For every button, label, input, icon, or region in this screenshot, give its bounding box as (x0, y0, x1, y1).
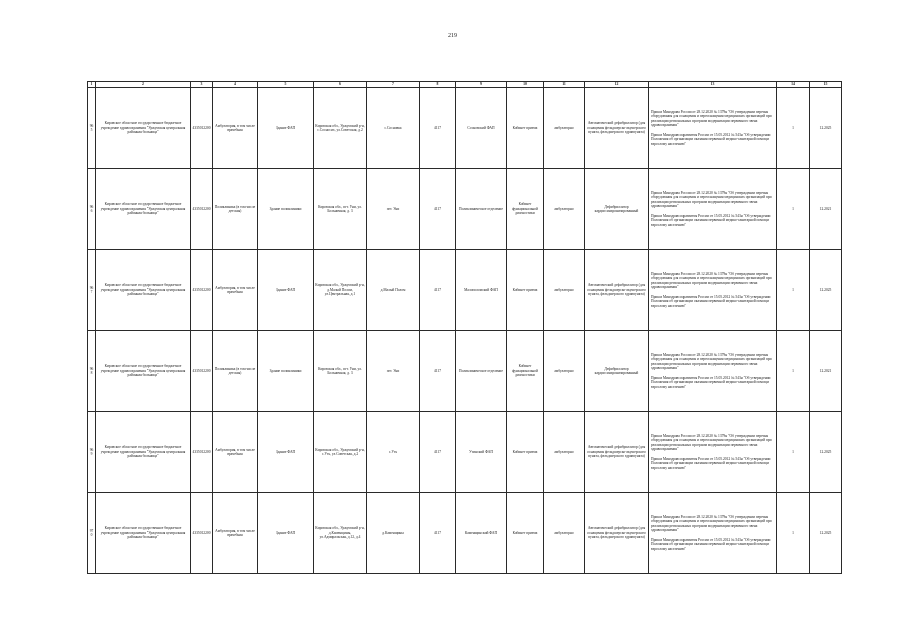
code-cell: 4117 (420, 331, 456, 412)
row-number-cell: 970 (88, 493, 96, 574)
address-cell: Кировская обл., Уржумский р-н, с.Сосносих, ул.Советская, д.2 (314, 88, 367, 169)
subdivision-type-cell: Поликлиника (в том числе детская) (213, 331, 258, 412)
structural-unit-cell: Каменщинский ФАП (456, 493, 507, 574)
care-form-cell: амбулаторно (544, 250, 585, 331)
date-cell: 12.2021 (810, 331, 842, 412)
legal-reference: Приказ Минздравсоцразвития России от 15.05.2012 № 543н "Об утверждении Положения об организации оказания первичной медико-санитарной помощи взрослому населению" (651, 132, 771, 146)
table-row (88, 412, 842, 493)
inn-cell: 4335012200 (191, 331, 213, 412)
care-form-cell: амбулаторно (544, 412, 585, 493)
structural-unit-cell: Утинский ФАП (456, 412, 507, 493)
table-row (88, 88, 842, 169)
equipment-cell: Дефибриллятор кардиосинхронизированный (585, 331, 649, 412)
locality-cell: с.Сосновка (367, 88, 420, 169)
legal-reference: Приказ Минздрава России от 28.12.2020 № 1379н "Об утверждении перечня оборудования для оснащения и переоснащения медицинских организаций при реализации региональных программ модернизации первичного звена здравоохранения" (651, 433, 772, 452)
legal-reference: Приказ Минздравсоцразвития России от 15.05.2012 № 543н "Об утверждении Положения об организации оказания первичной медико-санитарной помощи взрослому населению" (651, 213, 771, 227)
equipment-register-table (87, 81, 842, 574)
locality-cell: д.Малый Полом (367, 250, 420, 331)
legal-reference: Приказ Минздрава России от 28.12.2020 № 1379н "Об утверждении перечня оборудования для оснащения и переоснащения медицинских организаций при реализации региональных программ модернизации первичного звена здравоохранения" (651, 271, 772, 290)
care-form-cell: амбулаторно (544, 88, 585, 169)
structural-unit-cell: Малополомский ФАП (456, 250, 507, 331)
legal-basis-cell (649, 169, 777, 250)
row-number-cell: 967 (88, 250, 96, 331)
inn-cell: 4335012200 (191, 88, 213, 169)
date-cell: 12.2025 (810, 250, 842, 331)
room-cell: Кабинет приема (507, 88, 544, 169)
table-row (88, 331, 842, 412)
date-cell: 12.2021 (810, 169, 842, 250)
organization-cell: Кировское областное государственное бюджетное учреждение здравоохранения "Уржумская центральная районная больница" (96, 250, 191, 331)
column-header: 9 (456, 82, 507, 88)
quantity-cell: 1 (777, 88, 810, 169)
locality-cell: с.Уть (367, 412, 420, 493)
row-number-cell: 965 (88, 88, 96, 169)
subdivision-type-cell: Поликлиника (в том числе детская) (213, 169, 258, 250)
row-number-cell: 968 (88, 331, 96, 412)
legal-reference: Приказ Минздрава России от 28.12.2020 № 1379н "Об утверждении перечня оборудования для оснащения и переоснащения медицинских организаций при реализации региональных программ модернизации первичного звена здравоохранения" (651, 514, 772, 533)
structural-unit-cell: Сосновский ФАП (456, 88, 507, 169)
subdivision-type-cell: Амбулатория, в том числе врачебная (213, 493, 258, 574)
column-header: 5 (258, 82, 314, 88)
equipment-cell: Дефибриллятор кардиосинхронизированный (585, 169, 649, 250)
room-cell: Кабинет приема (507, 412, 544, 493)
building-cell: Здание ФАП (258, 250, 314, 331)
legal-basis-cell (649, 412, 777, 493)
column-header: 4 (213, 82, 258, 88)
address-cell: Кировская обл., Уржумский р-н, д.Малый Полом, ул.Центральная, д.1 (314, 250, 367, 331)
inn-cell: 4335012200 (191, 412, 213, 493)
code-cell: 4117 (420, 412, 456, 493)
inn-cell: 4335012200 (191, 493, 213, 574)
legal-reference: Приказ Минздравсоцразвития России от 15.05.2012 № 543н "Об утверждении Положения об организации оказания первичной медико-санитарной помощи взрослому населению" (651, 456, 771, 470)
quantity-cell: 1 (777, 250, 810, 331)
room-cell: Кабинет приема (507, 250, 544, 331)
date-cell: 12.2025 (810, 493, 842, 574)
equipment-cell: Автоматический дефибриллятор (для оснащения фельдшерско-акушерского пункта, фельдшерского здравпункта) (585, 88, 649, 169)
column-header: 1 (88, 82, 96, 88)
organization-cell: Кировское областное государственное бюджетное учреждение здравоохранения "Уржумская центральная районная больница" (96, 88, 191, 169)
building-cell: Здание поликлиники (258, 169, 314, 250)
address-cell: Кировская обл., пгт. Уни, ул. Больничная, д. 3 (314, 169, 367, 250)
legal-basis-cell (649, 493, 777, 574)
equipment-cell: Автоматический дефибриллятор (для оснащения фельдшерско-акушерского пункта, фельдшерского здравпункта) (585, 493, 649, 574)
care-form-cell: амбулаторно (544, 493, 585, 574)
inn-cell: 4335012200 (191, 169, 213, 250)
table-body (88, 88, 842, 574)
structural-unit-cell: Поликлиническое отделение (456, 169, 507, 250)
row-number-cell: 966 (88, 169, 96, 250)
date-cell: 12.2025 (810, 412, 842, 493)
code-cell: 4117 (420, 169, 456, 250)
structural-unit-cell: Поликлиническое отделение (456, 331, 507, 412)
code-cell: 4117 (420, 250, 456, 331)
organization-cell: Кировское областное государственное бюджетное учреждение здравоохранения "Уржумская центральная районная больница" (96, 169, 191, 250)
care-form-cell: амбулаторно (544, 169, 585, 250)
room-cell: Кабинет приема (507, 493, 544, 574)
code-cell: 4117 (420, 493, 456, 574)
date-cell: 12.2025 (810, 88, 842, 169)
organization-cell: Кировское областное государственное бюджетное учреждение здравоохранения "Уржумская центральная районная больница" (96, 493, 191, 574)
organization-cell: Кировское областное государственное бюджетное учреждение здравоохранения "Уржумская центральная районная больница" (96, 331, 191, 412)
building-cell: Здание поликлиники (258, 331, 314, 412)
table-row (88, 169, 842, 250)
building-cell: Здание ФАП (258, 88, 314, 169)
locality-cell: пгт. Уни (367, 331, 420, 412)
locality-cell: пгт. Уни (367, 169, 420, 250)
room-cell: Кабинет функциональной диагностики (507, 331, 544, 412)
legal-basis-cell (649, 331, 777, 412)
table-row (88, 250, 842, 331)
quantity-cell: 1 (777, 331, 810, 412)
quantity-cell: 1 (777, 412, 810, 493)
legal-reference: Приказ Минздравсоцразвития России от 15.05.2012 № 543н "Об утверждении Положения об организации оказания первичной медико-санитарной помощи взрослому населению" (651, 375, 771, 389)
quantity-cell: 1 (777, 169, 810, 250)
legal-reference: Приказ Минздравсоцразвития России от 15.05.2012 № 543н "Об утверждении Положения об организации оказания первичной медико-санитарной помощи взрослому населению" (651, 537, 771, 551)
column-header: 14 (777, 82, 810, 88)
column-header: 13 (649, 82, 777, 88)
column-header: 12 (585, 82, 649, 88)
legal-basis-cell (649, 250, 777, 331)
legal-reference: Приказ Минздрава России от 28.12.2020 № 1379н "Об утверждении перечня оборудования для оснащения и переоснащения медицинских организаций при реализации региональных программ модернизации первичного звена здравоохранения" (651, 352, 772, 371)
column-header: 3 (191, 82, 213, 88)
column-header: 8 (420, 82, 456, 88)
column-header: 6 (314, 82, 367, 88)
equipment-cell: Автоматический дефибриллятор (для оснащения фельдшерско-акушерского пункта, фельдшерского здравпункта) (585, 250, 649, 331)
column-header: 15 (810, 82, 842, 88)
page-number: 219 (448, 33, 457, 39)
subdivision-type-cell: Амбулатория, в том числе врачебная (213, 412, 258, 493)
quantity-cell: 1 (777, 493, 810, 574)
locality-cell: д.Каменщины (367, 493, 420, 574)
subdivision-type-cell: Амбулатория, в том числе врачебная (213, 250, 258, 331)
table-row (88, 493, 842, 574)
code-cell: 4117 (420, 88, 456, 169)
care-form-cell: амбулаторно (544, 331, 585, 412)
building-cell: Здание ФАП (258, 493, 314, 574)
legal-reference: Приказ Минздрава России от 28.12.2020 № 1379н "Об утверждении перечня оборудования для оснащения и переоснащения медицинских организаций при реализации региональных программ модернизации первичного звена здравоохранения" (651, 109, 772, 128)
legal-reference: Приказ Минздрава России от 28.12.2020 № 1379н "Об утверждении перечня оборудования для оснащения и переоснащения медицинских организаций при реализации региональных программ модернизации первичного звена здравоохранения" (651, 190, 772, 209)
column-header: 2 (96, 82, 191, 88)
building-cell: Здание ФАП (258, 412, 314, 493)
column-header: 7 (367, 82, 420, 88)
inn-cell: 4335012200 (191, 250, 213, 331)
address-cell: Кировская обл., Уржумский р-н, д.Каменщины, ул.Адмиральская, д.12, д.4 (314, 493, 367, 574)
organization-cell: Кировское областное государственное бюджетное учреждение здравоохранения "Уржумская центральная районная больница" (96, 412, 191, 493)
column-header: 10 (507, 82, 544, 88)
subdivision-type-cell: Амбулатория, в том числе врачебная (213, 88, 258, 169)
equipment-cell: Автоматический дефибриллятор (для оснащения фельдшерско-акушерского пункта, фельдшерского здравпункта) (585, 412, 649, 493)
row-number-cell: 969 (88, 412, 96, 493)
address-cell: Кировская обл., Уржумский р-н, с.Уть, ул.Советская, д.2 (314, 412, 367, 493)
address-cell: Кировская обл., пгт. Уни, ул. Больничная, д. 3 (314, 331, 367, 412)
column-header: 11 (544, 82, 585, 88)
room-cell: Кабинет функциональной диагностики (507, 169, 544, 250)
legal-basis-cell (649, 88, 777, 169)
legal-reference: Приказ Минздравсоцразвития России от 15.05.2012 № 543н "Об утверждении Положения об организации оказания первичной медико-санитарной помощи взрослому населению" (651, 294, 771, 308)
